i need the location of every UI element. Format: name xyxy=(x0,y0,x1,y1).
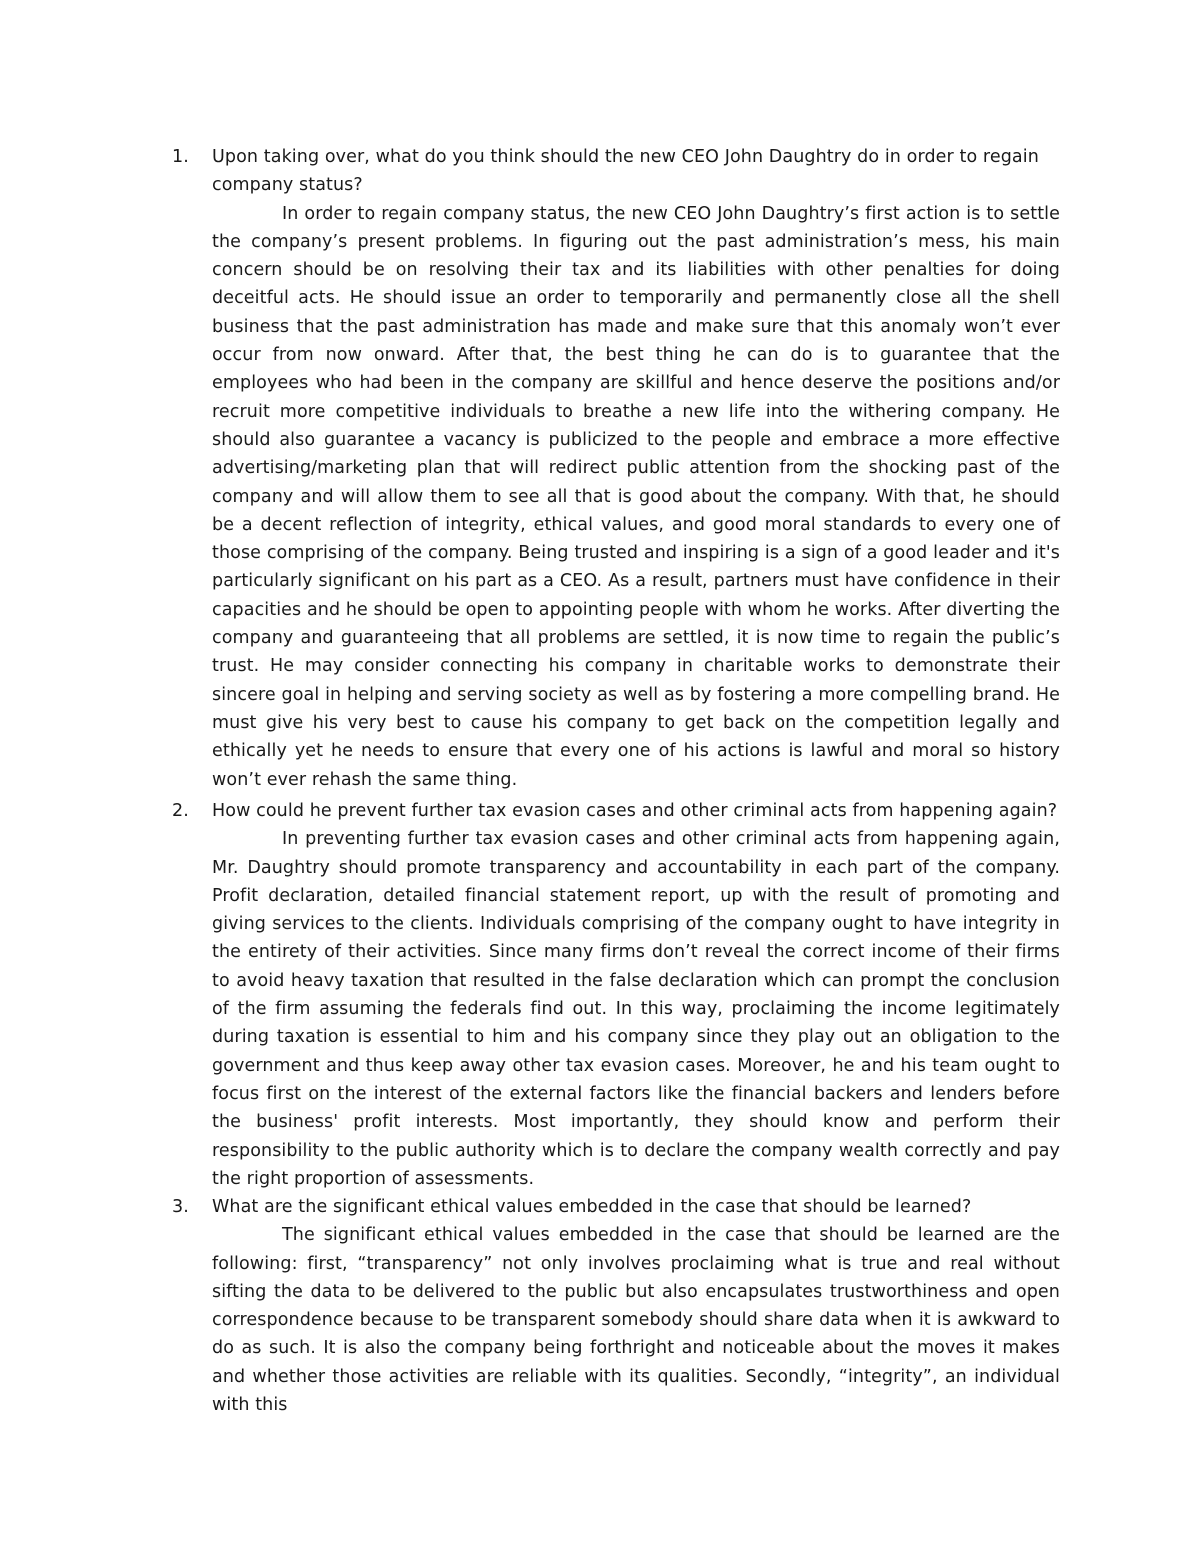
answer-paragraph: In preventing further tax evasion cases and other criminal acts from happening again, Mr. Daughtry should promote transparency and accountability in each part of the company. Profit declaration, detailed financial statement report, up with the result of promoting and giving services to the clients. Individuals comprising of the company ought to have integrity in the entirety of their activities. Since many firms don’t reveal the correct income of their firms to avoid heavy taxation that resulted in the false declaration which can prompt the conclusion of the firm assuming the federals find out. In this way, proclaiming the income legitimately during taxation is essential to him and his company since they play out an obligation to the government and thus keep away other tax evasion cases. Moreover, he and his team ought to focus first on the interest of the external factors like the financial backers and lenders before the business' profit interests. Most importantly, they should know and perform their responsibility to the public authority which is to declare the company wealth correctly and pay the right proportion of assessments. xyxy=(212,829,1060,1189)
answer-paragraph: In order to regain company status, the new CEO John Daughtry’s first action is to settle the company’s present problems. In figuring out the past administration’s mess, his main concern should be on resolving their tax and its liabilities with other penalties for doing deceitful acts. He should issue an order to temporarily and permanently close all the shell business that the past administration has made and make sure that this anomaly won’t ever occur from now onward. After that, the best thing he can do is to guarantee that the employees who had been in the company are skillful and hence deserve the positions and/or recruit more competitive individuals to breathe a new life into the withering company. He should also guarantee a vacancy is publicized to the people and embrace a more effective advertising/marketing plan that will redirect public attention from the shocking past of the company and will allow them to see all that is good about the company. With that, he should be a decent reflection of integrity, ethical values, and good moral standards to every one of those comprising of the company. Being trusted and inspiring is a sign of a good leader and it's particularly significant on his part as a CEO. As a result, partners must have confidence in their capacities and he should be open to appointing people with whom he works. After diverting the company and guaranteeing that all problems are settled, it is now time to regain the public’s trust. He may consider connecting his company in charitable works to demonstrate their sincere goal in helping and serving society as well as by fostering a more compelling brand. He must give his very best to cause his company to get back on the competition legally and ethically yet he needs to ensure that every one of his actions is lawful and moral so history won’t ever rehash the same thing. xyxy=(212,203,1060,790)
question-number: 2. xyxy=(172,801,189,821)
question-text: Upon taking over, what do you think should the new CEO John Daughtry do in order to regain company status? xyxy=(212,147,1039,196)
question-text: How could he prevent further tax evasion cases and other criminal acts from happening again? xyxy=(212,801,1058,821)
question-number: 3. xyxy=(172,1197,189,1217)
answer-paragraph: The significant ethical values embedded in the case that should be learned are the following: first, “transparency” not only involves proclaiming what is true and real without sifting the data to be delivered to the public but also encapsulates trustworthiness and open correspondence because to be transparent somebody should share data when it is awkward to do as such. It is also the company being forthright and noticeable about the moves it makes and whether those activities are reliable with its qualities. Secondly, “integrity”, an individual with this xyxy=(212,1225,1060,1416)
question-body xyxy=(212,143,1060,794)
question-text: What are the significant ethical values embedded in the case that should be learned? xyxy=(212,1197,972,1217)
question-body xyxy=(212,1193,1060,1416)
question-number: 1. xyxy=(172,147,189,167)
question-body xyxy=(212,797,1060,1193)
